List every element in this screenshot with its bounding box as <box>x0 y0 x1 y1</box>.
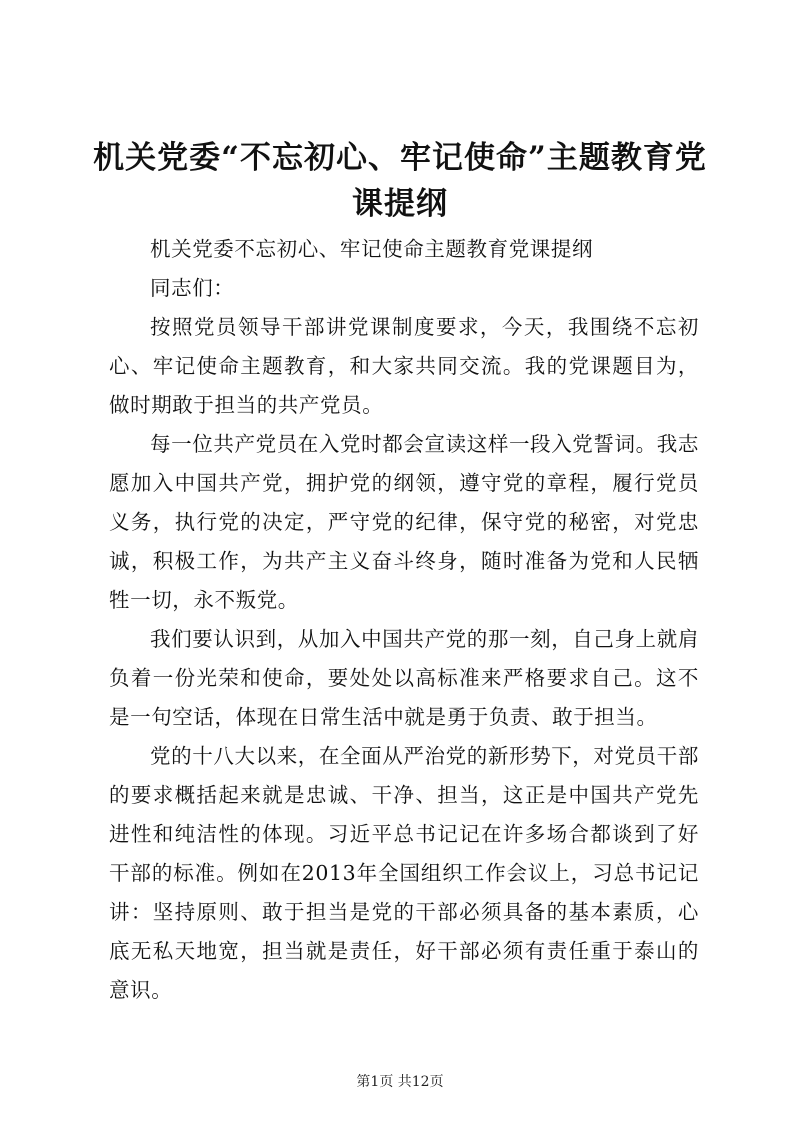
body-paragraph: 我们要认识到，从加入中国共产党的那一刻，自己身上就肩负着一份光荣和使命，要处处以高标准来严格要求自己。这不是一句空话，体现在日常生活中就是勇于负责、敢于担当。 <box>109 627 699 729</box>
document-title: 机关党委“不忘初心、牢记使命”主题教育党课提纲 <box>93 140 707 222</box>
document-body <box>109 230 699 1010</box>
body-paragraph: 每一位共产党员在入党时都会宣读这样一段入党誓词。我志愿加入中国共产党，拥护党的纲领，遵守党的章程，履行党员义务，执行党的决定，严守党的纪律，保守党的秘密，对党忠诚，积极工作，为共产主义奋斗终身，随时准备为党和人民牺牲一切，永不叛党。 <box>109 432 699 612</box>
page-footer: 第1页 共12页 <box>356 1074 444 1090</box>
body-paragraph: 机关党委不忘初心、牢记使命主题教育党课提纲 <box>150 237 594 261</box>
body-paragraph: 按照党员领导干部讲党课制度要求，今天，我围绕不忘初心、牢记使命主题教育，和大家共同交流。我的党课题目为，做时期敢于担当的共产党员。 <box>109 315 699 417</box>
body-paragraph: 党的十八大以来，在全面从严治党的新形势下，对党员干部的要求概括起来就是忠诚、干净、担当，这正是中国共产党先进性和纯洁性的体现。习近平总书记记在许多场合都谈到了好干部的标准。例如在2013年全国组织工作会议上，习总书记记讲：坚持原则、敢于担当是党的干部必须具备的基本素质，心底无私天地宽，担当就是责任，好干部必须有责任重于泰山的意识。 <box>109 744 699 1002</box>
body-paragraph: 同志们： <box>150 276 235 300</box>
